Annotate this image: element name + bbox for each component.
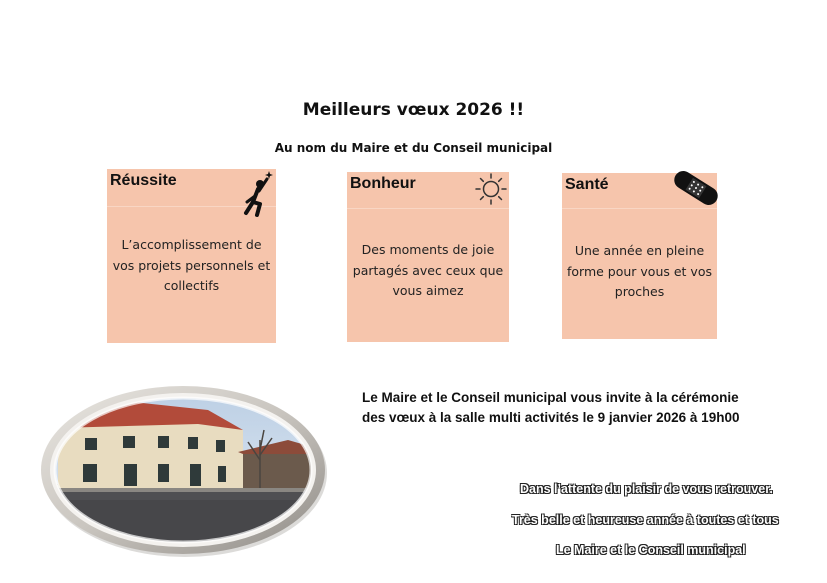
invitation-text: [362, 388, 812, 428]
runner-icon: [241, 169, 275, 217]
card-text-line: partagés avec ceux que: [352, 262, 504, 278]
card-text-line: vous aimez: [392, 283, 464, 298]
closing-line: Très belle et heureuse année à toutes et tous: [512, 513, 779, 527]
bandage-icon: [668, 166, 724, 210]
card-reussite: [107, 169, 276, 343]
page-subtitle: Au nom du Maire et du Conseil municipal: [274, 141, 553, 155]
closing-line: Dans l’attente du plaisir de vous retrouver.: [520, 482, 773, 496]
sun-icon: [472, 172, 510, 208]
card-heading: Bonheur: [350, 175, 416, 192]
invitation-line: Le Maire et le Conseil municipal vous invite à la cérémonie: [362, 390, 739, 405]
town-hall-photo: [38, 380, 328, 560]
card-text-line: collectifs: [163, 278, 220, 293]
card-heading: Santé: [565, 176, 609, 193]
card-text-line: L’accomplissement de: [121, 237, 262, 252]
card-text-line: Des moments de joie: [361, 242, 495, 257]
card-heading: Réussite: [110, 172, 177, 189]
card-text-line: proches: [614, 284, 665, 299]
card-divider: [347, 208, 509, 209]
card-text-line: vos projets personnels et: [112, 257, 271, 273]
card-text-line: Une année en pleine: [574, 243, 705, 258]
card-text-line: forme pour vous et vos: [566, 263, 712, 279]
card-bonheur: [347, 172, 509, 342]
invitation-line: des vœux à la salle multi activités le 9 janvier 2026 à 19h00: [362, 410, 740, 425]
closing-signature: Le Maire et le Conseil municipal: [556, 543, 746, 557]
page-title: Meilleurs vœux 2026 !!: [302, 100, 525, 120]
